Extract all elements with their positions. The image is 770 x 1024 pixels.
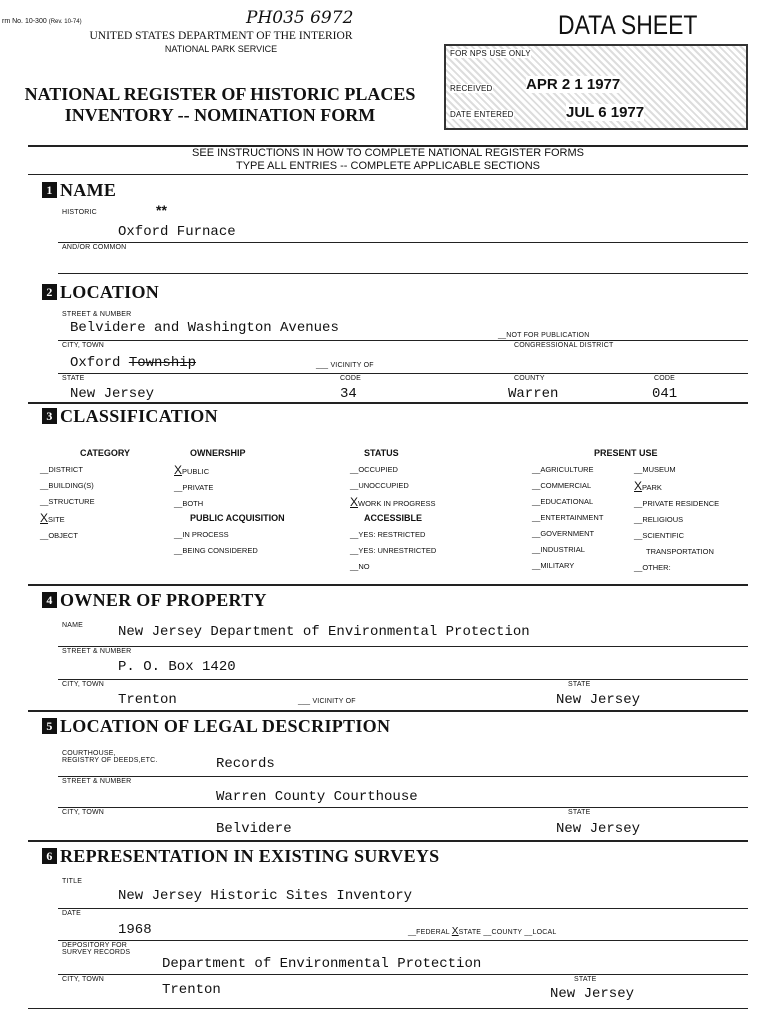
county-code-label: CODE: [654, 375, 676, 382]
handwritten-id: PH035 6972: [246, 8, 354, 28]
rule: [58, 646, 748, 647]
owner-vicinity-label: ___ VICINITY OF: [298, 698, 356, 705]
legal-state-value: New Jersey: [556, 821, 641, 837]
status-list: __OCCUPIED __UNOCCUPIED XWORK IN PROGRESS: [350, 465, 436, 509]
instructions-line2: TYPE ALL ENTRIES -- COMPLETE APPLICABLE SECTIONS: [235, 160, 540, 172]
section-location-heading: 2 LOCATION: [42, 282, 159, 303]
rule: [58, 373, 748, 374]
courthouse-value: Records: [216, 756, 275, 772]
stamp-received-value: APR 2 1 1977: [526, 76, 621, 93]
rule: [58, 242, 748, 243]
rule: [28, 710, 748, 712]
form-title-line2: INVENTORY -- NOMINATION FORM: [64, 105, 376, 125]
survey-city-value: Trenton: [162, 982, 221, 998]
present-use-heading: PRESENT USE: [594, 448, 658, 458]
courthouse-label: COURTHOUSE, REGISTRY OF DEEDS,ETC.: [62, 750, 158, 764]
county-value: Warren: [508, 386, 559, 402]
accessible-list: __YES: RESTRICTED __YES: UNRESTRICTED __NO: [350, 530, 437, 571]
present-use-list-1: __AGRICULTURE __COMMERCIAL __EDUCATIONAL __ENTERTAINMENT __GOVERNMENT __INDUSTRIAL __MILITARY: [532, 465, 604, 570]
rule: [58, 807, 748, 808]
section-owner-heading: 4 OWNER OF PROPERTY: [42, 590, 267, 611]
rule: [58, 908, 748, 909]
historic-name-value: Oxford Furnace: [118, 224, 236, 240]
vicinity-label: ___ VICINITY OF: [316, 362, 374, 369]
stamp-for-label: FOR NPS USE ONLY: [450, 49, 531, 58]
owner-street-label: STREET & NUMBER: [62, 648, 132, 655]
rule: [58, 974, 748, 975]
owner-city-label: CITY, TOWN: [62, 681, 105, 688]
nps-use-stamp: [444, 44, 748, 130]
survey-city-label: CITY, TOWN: [62, 976, 105, 983]
owner-street-value: P. O. Box 1420: [118, 659, 236, 675]
data-sheet-heading: DATA SHEET: [558, 10, 698, 40]
service-name: NATIONAL PARK SERVICE: [164, 44, 278, 54]
rule: [28, 174, 748, 175]
section-classification-heading: 3 CLASSIFICATION: [42, 406, 218, 427]
depository-value: Department of Environmental Protection: [162, 956, 482, 972]
stamp-entered-value: JUL 6 1977: [566, 104, 645, 121]
survey-state-label: STATE: [574, 976, 597, 983]
category-heading: CATEGORY: [80, 448, 131, 458]
accessible-heading: ACCESSIBLE: [364, 513, 423, 523]
code-label: CODE: [340, 375, 362, 382]
common-name-label: AND/OR COMMON: [62, 244, 127, 251]
status-heading: STATUS: [364, 448, 399, 458]
state-code-value: 34: [340, 386, 357, 402]
rule: [58, 940, 748, 941]
stamp-entered-label: DATE ENTERED: [450, 110, 514, 119]
street-value: Belvidere and Washington Avenues: [70, 320, 339, 336]
owner-city-value: Trenton: [118, 692, 177, 708]
acquisition-list: __IN PROCESS __BEING CONSIDERED: [174, 530, 258, 555]
county-code-value: 041: [652, 386, 678, 402]
section-surveys-heading: 6 REPRESENTATION IN EXISTING SURVEYS: [42, 846, 440, 867]
section-legal-heading: 5 LOCATION OF LEGAL DESCRIPTION: [42, 716, 390, 737]
rule: [58, 776, 748, 777]
rule: [28, 840, 748, 842]
survey-title-label: TITLE: [62, 878, 83, 885]
historic-label: HISTORIC: [62, 209, 97, 216]
historic-asterisks: **: [156, 202, 167, 218]
state-label: STATE: [62, 375, 85, 382]
survey-date-label: DATE: [62, 910, 81, 917]
department-name: UNITED STATES DEPARTMENT OF THE INTERIOR: [89, 30, 353, 42]
legal-city-label: CITY, TOWN: [62, 809, 105, 816]
ownership-list: XPUBLIC __PRIVATE __BOTH: [174, 463, 214, 508]
legal-city-value: Belvidere: [216, 821, 292, 837]
survey-title-value: New Jersey Historic Sites Inventory: [118, 888, 413, 904]
owner-name-value: New Jersey Department of Environmental Protection: [118, 624, 530, 640]
legal-street-value: Warren County Courthouse: [216, 789, 418, 805]
legal-state-label: STATE: [568, 809, 591, 816]
rule: [28, 584, 748, 586]
section-name-heading: 1 NAME: [42, 180, 116, 201]
survey-date-value: 1968: [118, 922, 152, 938]
owner-state-label: STATE: [568, 681, 591, 688]
stamp-received-label: RECEIVED: [450, 84, 493, 93]
owner-name-label: NAME: [62, 622, 84, 629]
rule: [28, 402, 748, 404]
not-for-publication-label: __NOT FOR PUBLICATION: [498, 332, 590, 339]
ownership-heading: OWNERSHIP: [190, 448, 246, 458]
state-value: New Jersey: [70, 386, 155, 402]
form-title-line1: NATIONAL REGISTER OF HISTORIC PLACES: [24, 84, 416, 104]
depository-label: DEPOSITORY FOR SURVEY RECORDS: [62, 942, 131, 956]
rule: [58, 340, 748, 341]
rule: [58, 679, 748, 680]
legal-street-label: STREET & NUMBER: [62, 778, 132, 785]
congressional-district-label: CONGRESSIONAL DISTRICT: [514, 342, 614, 349]
street-label: STREET & NUMBER: [62, 311, 132, 318]
form-number: rm No. 10-300 (Rev. 10-74): [2, 18, 82, 25]
category-list: __DISTRICT __BUILDING(S) __STRUCTURE XSITE __OBJECT: [40, 465, 95, 540]
city-value: Oxford Township: [70, 355, 197, 371]
present-use-list-2: __MUSEUM XPARK __PRIVATE RESIDENCE __RELIGIOUS __SCIENTIFIC TRANSPORTATION __OTHER:: [634, 465, 720, 572]
survey-state-value: New Jersey: [550, 986, 635, 1002]
public-acquisition-heading: PUBLIC ACQUISITION: [190, 513, 285, 523]
county-label: COUNTY: [514, 375, 545, 382]
owner-state-value: New Jersey: [556, 692, 641, 708]
instructions-line1: SEE INSTRUCTIONS IN HOW TO COMPLETE NATIONAL REGISTER FORMS: [192, 147, 584, 159]
survey-level-options: __FEDERAL XSTATE __COUNTY __LOCAL: [408, 926, 557, 937]
rule: [28, 1008, 748, 1009]
rule: [58, 273, 748, 274]
city-label: CITY, TOWN: [62, 342, 105, 349]
